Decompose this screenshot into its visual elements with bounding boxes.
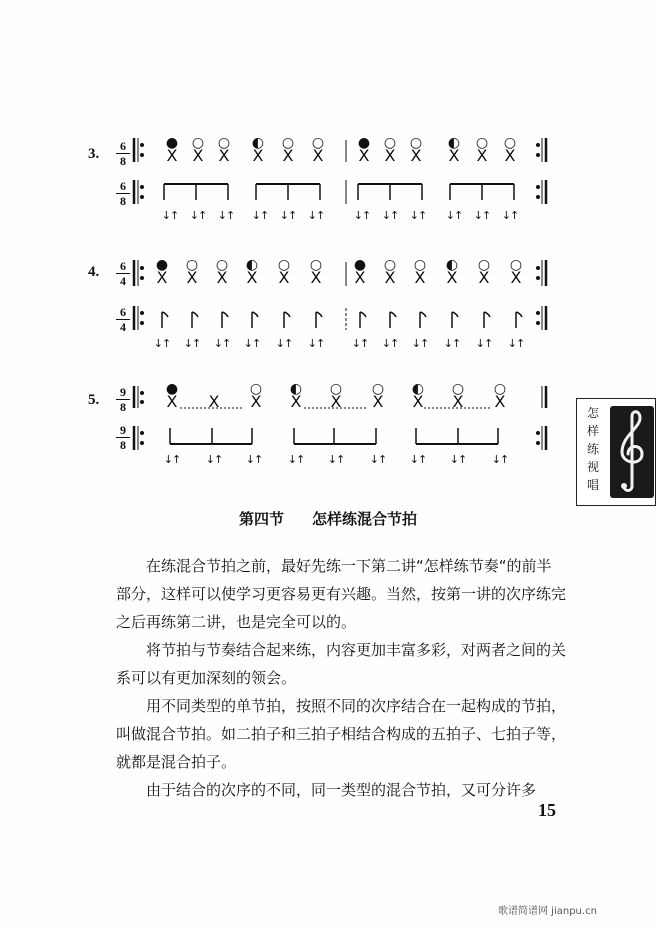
- weak-beat-icon: ○: [409, 135, 423, 151]
- conducting-arrows-icon: ↓↑: [409, 209, 427, 222]
- conducting-arrows-icon: ↓↑: [327, 453, 345, 466]
- beat-x: X: [372, 392, 384, 411]
- conducting-arrows-icon: ↓↑: [501, 209, 519, 222]
- beat-x: X: [476, 146, 488, 165]
- beat-x: X: [358, 146, 370, 165]
- medium-beat-icon: ◐: [289, 381, 303, 397]
- beat-x: X: [208, 392, 220, 411]
- beat-x: X: [384, 146, 396, 165]
- conducting-arrows-icon: ↓↑: [213, 337, 231, 350]
- beat-x: X: [250, 392, 262, 411]
- conducting-arrows-icon: ↓↑: [411, 337, 429, 350]
- conducting-arrows-icon: ↓↑: [287, 453, 305, 466]
- time-signature: 6 4: [116, 260, 130, 287]
- conducting-arrows-icon: ↓↑: [245, 453, 263, 466]
- medium-beat-icon: ◐: [251, 135, 265, 151]
- beat-x: X: [412, 392, 424, 411]
- beat-x: X: [166, 392, 178, 411]
- conducting-arrows-icon: ↓↑: [351, 337, 369, 350]
- conducting-arrows-icon: ↓↑: [307, 337, 325, 350]
- time-signature: 6 8: [116, 140, 130, 167]
- side-tab-title: 怎 样 练 视 唱: [586, 406, 599, 492]
- beat-x: X: [354, 268, 366, 287]
- weak-beat-icon: ○: [503, 135, 517, 151]
- paragraph: 由于结合的次序的不同，同一类型的混合节拍，又可分许多: [146, 781, 537, 799]
- beat-x: X: [330, 392, 342, 411]
- exercise-number: 3.: [88, 146, 100, 162]
- beat-x: X: [156, 268, 168, 287]
- body-text: [116, 552, 566, 804]
- medium-beat-icon: ◐: [245, 257, 259, 273]
- weak-beat-icon: ○: [281, 135, 295, 151]
- conducting-arrows-icon: ↓↑: [161, 209, 179, 222]
- beat-x: X: [410, 146, 422, 165]
- rhythm-staff: [80, 380, 560, 480]
- time-signature: 9 8: [116, 424, 130, 451]
- weak-beat-icon: ○: [185, 257, 199, 273]
- weak-beat-icon: ○: [383, 257, 397, 273]
- conducting-arrows-icon: ↓↑: [279, 209, 297, 222]
- conducting-arrows-icon: ↓↑: [381, 209, 399, 222]
- beat-x: X: [278, 268, 290, 287]
- beat-x: X: [290, 392, 302, 411]
- time-signature: 9 8: [116, 386, 130, 413]
- weak-beat-icon: ○: [311, 135, 325, 151]
- beat-x: X: [312, 146, 324, 165]
- conducting-arrows-icon: ↓↑: [369, 453, 387, 466]
- weak-beat-icon: ○: [191, 135, 205, 151]
- section-heading: [0, 508, 656, 529]
- beat-x: X: [166, 146, 178, 165]
- weak-beat-icon: ○: [215, 257, 229, 273]
- weak-beat-icon: ○: [329, 381, 343, 397]
- conducting-arrows-icon: ↓↑: [381, 337, 399, 350]
- exercise-4: [80, 258, 560, 358]
- weak-beat-icon: ○: [493, 381, 507, 397]
- weak-beat-icon: ○: [475, 135, 489, 151]
- weak-beat-icon: ○: [309, 257, 323, 273]
- section-title: 怎样练混合节拍: [312, 510, 418, 528]
- weak-beat-icon: ○: [509, 257, 523, 273]
- time-signature: 6 8: [116, 180, 130, 207]
- conducting-arrows-icon: ↓↑: [353, 209, 371, 222]
- medium-beat-icon: ◐: [447, 135, 461, 151]
- strong-beat-icon: ●: [357, 135, 371, 151]
- beat-x: X: [282, 146, 294, 165]
- conducting-arrows-icon: ↓↑: [163, 453, 181, 466]
- beat-x: X: [218, 146, 230, 165]
- beat-x: X: [384, 268, 396, 287]
- conducting-arrows-icon: ↓↑: [443, 337, 461, 350]
- conducting-arrows-icon: ↓↑: [183, 337, 201, 350]
- exercise-5: [80, 380, 560, 480]
- paragraph: 在练混合节拍之前，最好先练一下第二讲“怎样练节奏“的前半部分，这样可以使学习更容易更有兴趣。当然，按第一讲的次序练完之后再练第二讲，也是完全可以的。: [116, 557, 567, 631]
- watermark: 歌谱简谱网 jianpu.cn: [498, 906, 597, 917]
- beat-x: X: [446, 268, 458, 287]
- conducting-arrows-icon: ↓↑: [153, 337, 171, 350]
- beat-x: X: [504, 146, 516, 165]
- conducting-arrows-icon: ↓↑: [445, 209, 463, 222]
- beat-x: X: [448, 146, 460, 165]
- beat-x: X: [186, 268, 198, 287]
- beat-x: X: [510, 268, 522, 287]
- beat-x: X: [452, 392, 464, 411]
- conducting-arrows-icon: ↓↑: [449, 453, 467, 466]
- conducting-arrows-icon: ↓↑: [243, 337, 261, 350]
- time-signature: 6 4: [116, 306, 130, 333]
- conducting-arrows-icon: ↓↑: [473, 209, 491, 222]
- medium-beat-icon: ◐: [411, 381, 425, 397]
- strong-beat-icon: ●: [353, 257, 367, 273]
- beat-x: X: [494, 392, 506, 411]
- beat-x: X: [216, 268, 228, 287]
- weak-beat-icon: ○: [413, 257, 427, 273]
- weak-beat-icon: ○: [451, 381, 465, 397]
- conducting-arrows-icon: ↓↑: [475, 337, 493, 350]
- paragraph: 用不同类型的单节拍，按照不同的次序结合在一起构成的节拍，叫做混合节拍。如二拍子和三拍子相结合构成的五拍子、七拍子等，就都是混合拍子。: [116, 697, 567, 771]
- conducting-arrows-icon: ↓↑: [507, 337, 525, 350]
- conducting-arrows-icon: ↓↑: [275, 337, 293, 350]
- conducting-arrows-icon: ↓↑: [409, 453, 427, 466]
- conducting-arrows-icon: ↓↑: [217, 209, 235, 222]
- strong-beat-icon: ●: [155, 257, 169, 273]
- medium-beat-icon: ◐: [445, 257, 459, 273]
- strong-beat-icon: ●: [165, 135, 179, 151]
- page-number: 15: [538, 800, 556, 820]
- exercise-number: 4.: [88, 264, 100, 280]
- weak-beat-icon: ○: [277, 257, 291, 273]
- treble-clef-icon: [610, 406, 654, 498]
- beat-x: X: [252, 146, 264, 165]
- conducting-arrows-icon: ↓↑: [205, 453, 223, 466]
- conducting-arrows-icon: ↓↑: [251, 209, 269, 222]
- weak-beat-icon: ○: [217, 135, 231, 151]
- exercise-number: 5.: [88, 392, 100, 408]
- beat-x: X: [192, 146, 204, 165]
- chapter-side-tab: [576, 398, 656, 506]
- beat-x: X: [246, 268, 258, 287]
- conducting-arrows-icon: ↓↑: [491, 453, 509, 466]
- strong-beat-icon: ●: [165, 381, 179, 397]
- conducting-arrows-icon: ↓↑: [307, 209, 325, 222]
- beat-x: X: [414, 268, 426, 287]
- weak-beat-icon: ○: [477, 257, 491, 273]
- beat-x: X: [310, 268, 322, 287]
- exercise-3: [80, 132, 560, 232]
- paragraph: 将节拍与节奏结合起来练，内容更加丰富多彩，对两者之间的关系可以有更加深刻的领会。: [116, 641, 567, 687]
- weak-beat-icon: ○: [371, 381, 385, 397]
- weak-beat-icon: ○: [383, 135, 397, 151]
- beat-x: X: [478, 268, 490, 287]
- section-number: 第四节: [238, 510, 284, 528]
- conducting-arrows-icon: ↓↑: [189, 209, 207, 222]
- weak-beat-icon: ○: [249, 381, 263, 397]
